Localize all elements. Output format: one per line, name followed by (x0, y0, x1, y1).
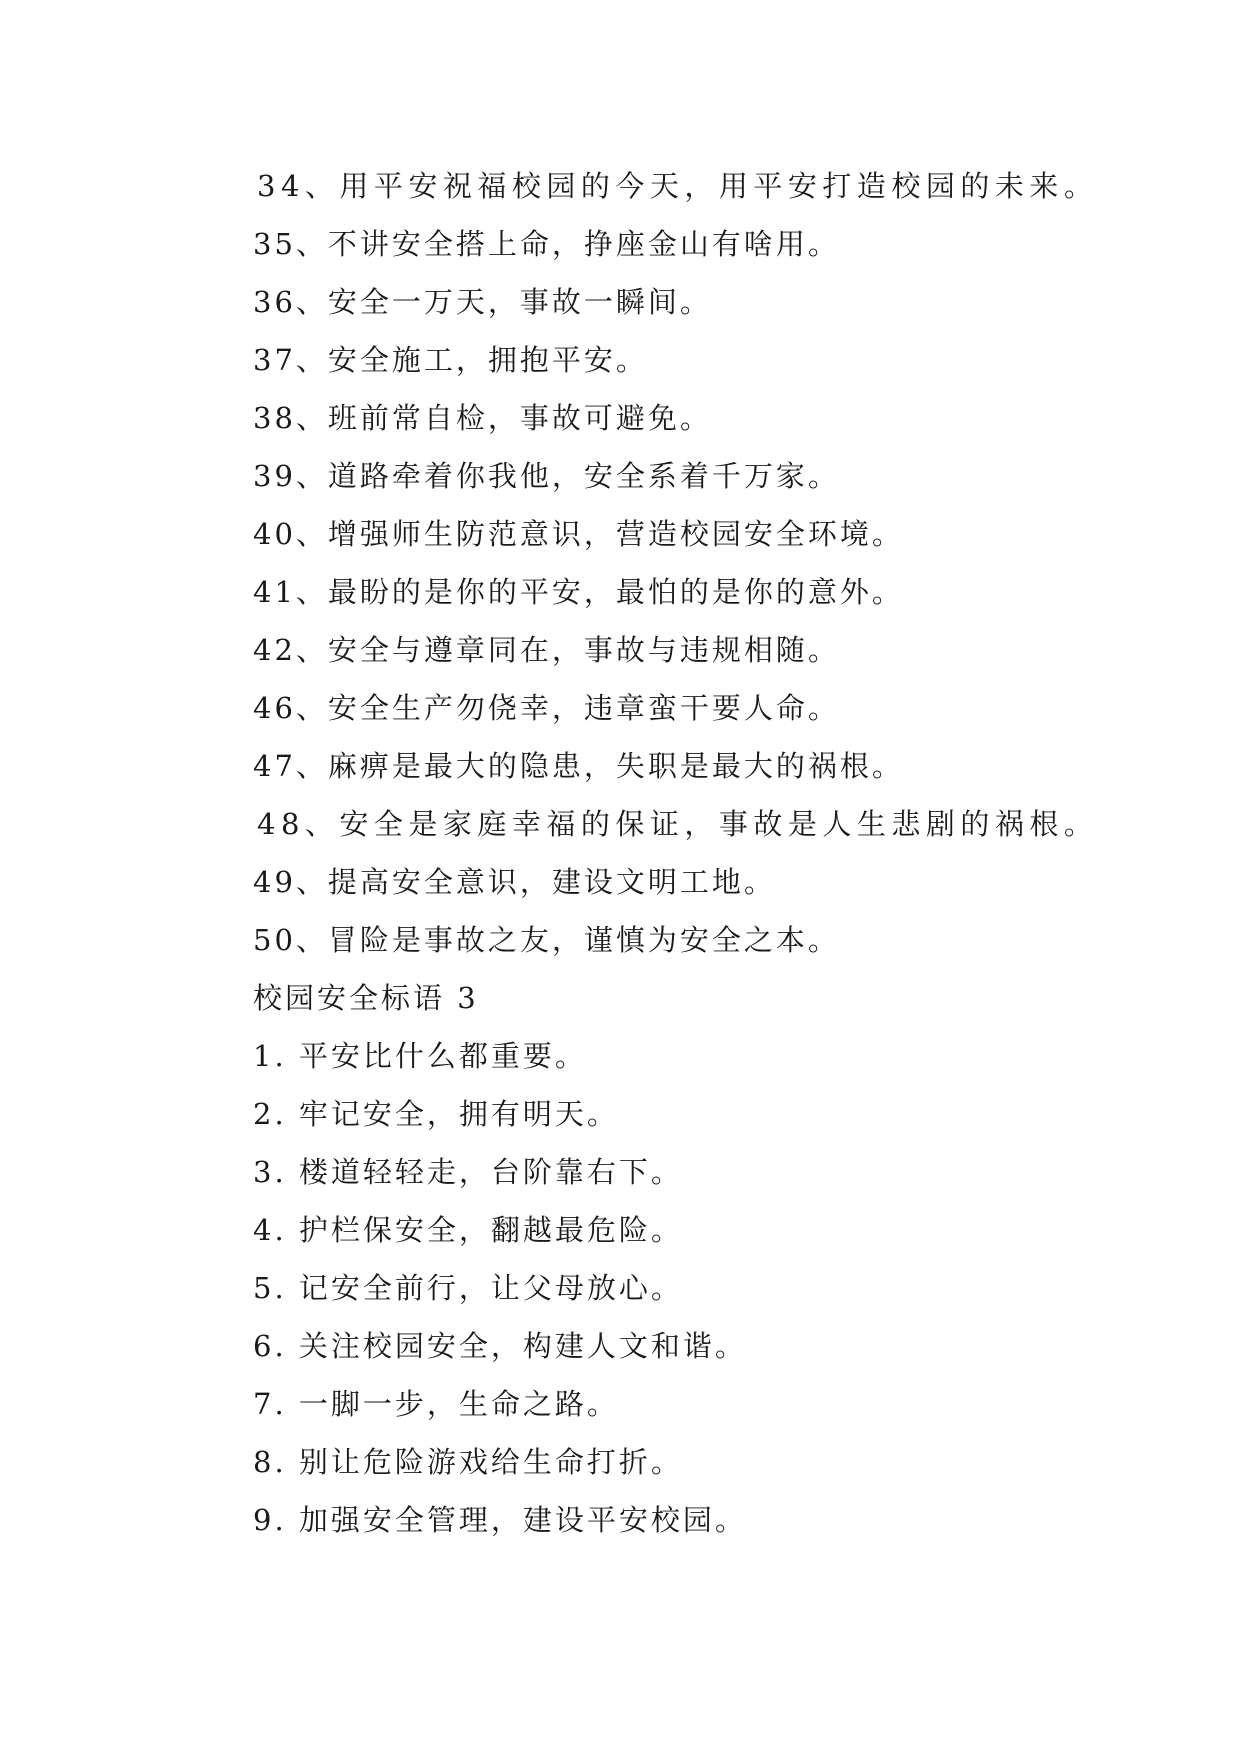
list-item: 7. 一脚一步，生命之路。 (253, 1387, 619, 1421)
list-item: 35、不讲安全搭上命，挣座金山有啥用。 (253, 227, 840, 261)
list-item: 47、麻痹是最大的隐患，失职是最大的祸根。 (253, 749, 904, 783)
section-heading: 校园安全标语 3 (253, 981, 479, 1015)
list-item: 4. 护栏保安全，翻越最危险。 (253, 1213, 683, 1247)
list-item: 9. 加强安全管理，建设平安校园。 (253, 1503, 747, 1537)
list-item: 5. 记安全前行，让父母放心。 (253, 1271, 683, 1305)
slogan-list (253, 157, 1193, 1549)
list-item: 2. 牢记安全，拥有明天。 (253, 1097, 619, 1131)
list-item: 1. 平安比什么都重要。 (253, 1039, 587, 1073)
list-item: 36、安全一万天，事故一瞬间。 (253, 285, 712, 319)
list-item: 38、班前常自检，事故可避免。 (253, 401, 712, 435)
list-item: 40、增强师生防范意识，营造校园安全环境。 (253, 517, 904, 551)
list-item: 49、提高安全意识，建设文明工地。 (253, 865, 776, 899)
list-item: 8. 别让危险游戏给生命打折。 (253, 1445, 683, 1479)
list-item: 3. 楼道轻轻走，台阶靠右下。 (253, 1155, 683, 1189)
list-item: 41、最盼的是你的平安，最怕的是你的意外。 (253, 575, 904, 609)
list-item: 37、安全施工，拥抱平安。 (253, 343, 648, 377)
list-item: 39、道路牵着你我他，安全系着千万家。 (253, 459, 840, 493)
list-item: 34、用平安祝福校园的今天，用平安打造校园的未来。 (257, 169, 1099, 203)
list-item: 48、安全是家庭幸福的保证，事故是人生悲剧的祸根。 (257, 807, 1099, 841)
list-item: 46、安全生产勿侥幸，违章蛮干要人命。 (253, 691, 840, 725)
list-item: 6. 关注校园安全，构建人文和谐。 (253, 1329, 747, 1363)
list-item: 42、安全与遵章同在，事故与违规相随。 (253, 633, 840, 667)
list-item: 50、冒险是事故之友，谨慎为安全之本。 (253, 923, 840, 957)
